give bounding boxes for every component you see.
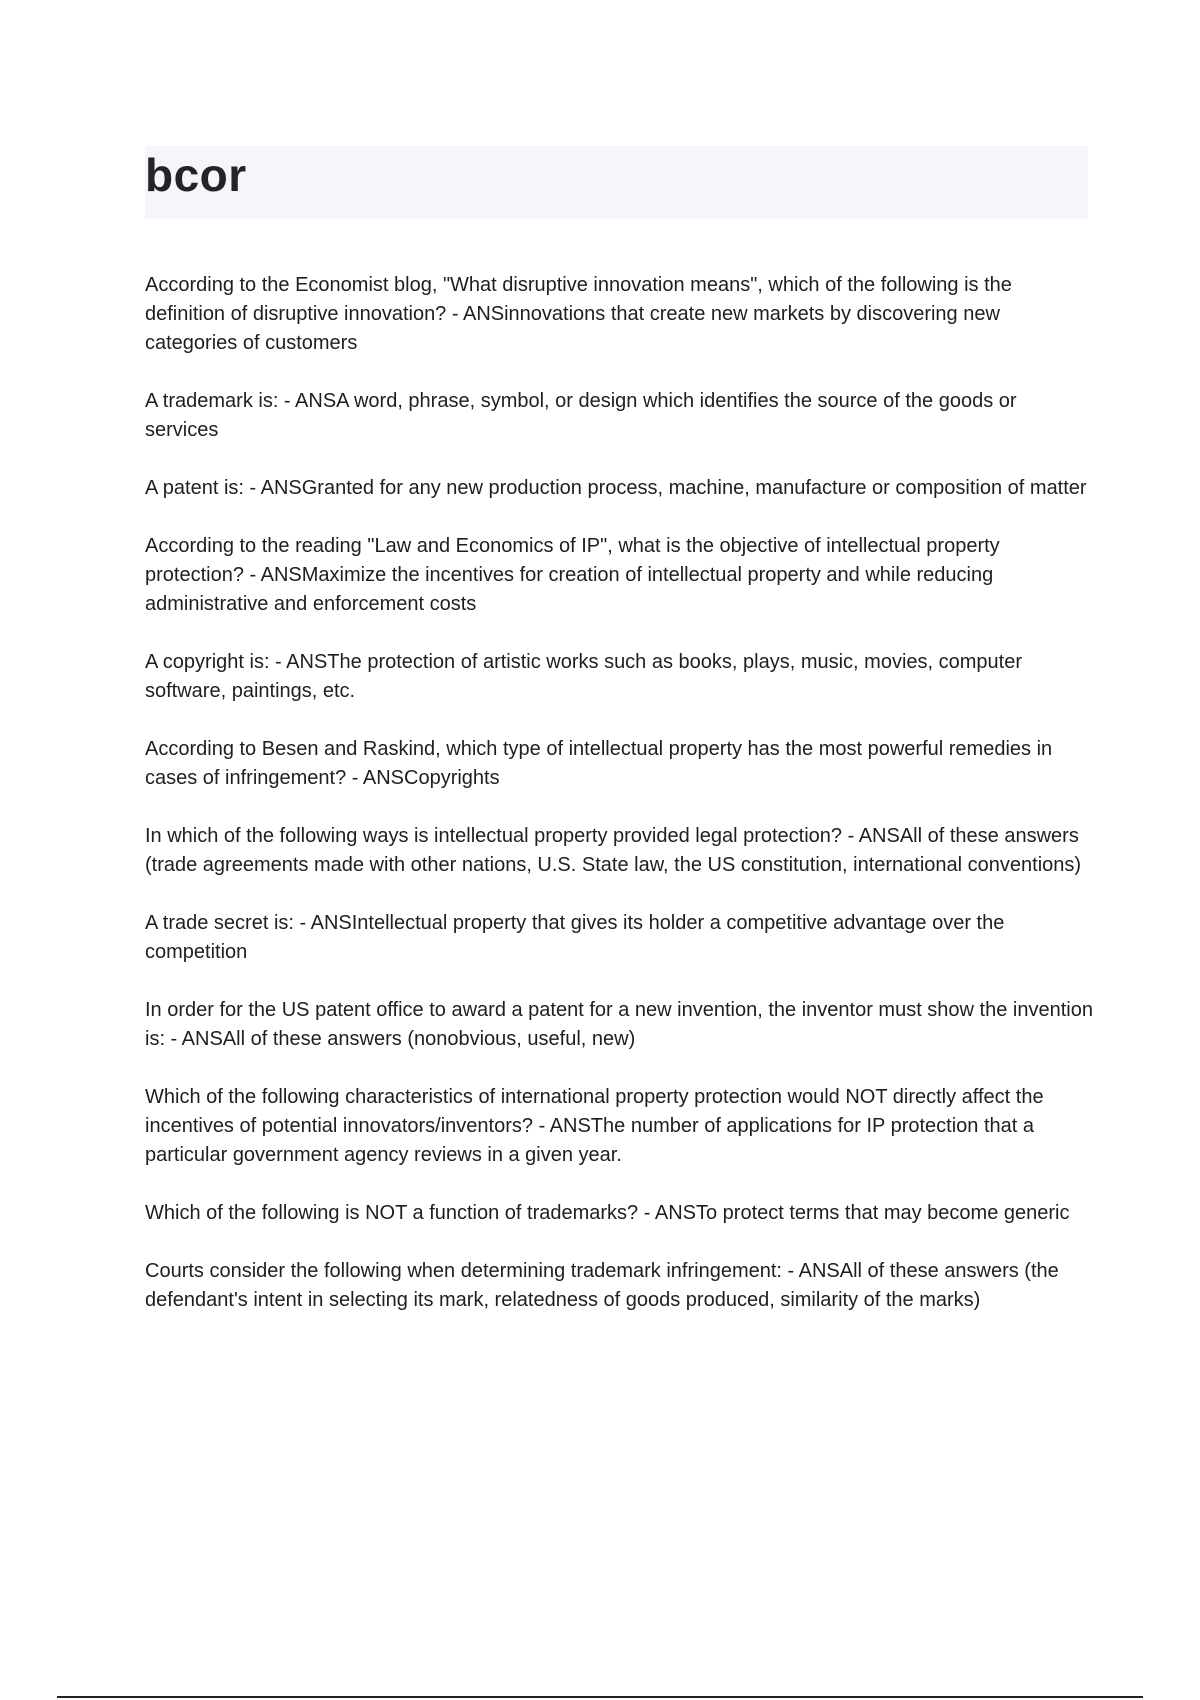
qa-item: Courts consider the following when determining trademark infringement: - ANSAll of these answers (the defendant's intent in selecting its mark, relatedness of goods produced, similarity of the marks) <box>145 1260 1059 1311</box>
qa-item: A copyright is: - ANSThe protection of artistic works such as books, plays, music, movies, computer software, paintings, etc. <box>145 651 1023 702</box>
qa-item: In which of the following ways is intellectual property provided legal protection? - ANSAll of these answers (trade agreements made with other nations, U.S. State law, the US constitution, international conventions) <box>145 825 1082 876</box>
qa-item: Which of the following is NOT a function of trademarks? - ANSTo protect terms that may become generic <box>145 1202 1070 1224</box>
qa-item: A trade secret is: - ANSIntellectual property that gives its holder a competitive advantage over the competition <box>145 912 1005 963</box>
qa-item: According to the Economist blog, "What disruptive innovation means", which of the following is the definition of disruptive innovation? - ANSinnovations that create new markets by discovering new categories of customers <box>145 274 1012 354</box>
qa-item: In order for the US patent office to award a patent for a new invention, the inventor must show the invention is: - ANSAll of these answers (nonobvious, useful, new) <box>145 999 1093 1050</box>
document-title: bcor <box>145 149 247 201</box>
qa-item: According to the reading "Law and Economics of IP", what is the objective of intellectual property protection? - ANSMaximize the incentives for creation of intellectual property and while reducing administrative and enforcement costs <box>145 535 1000 615</box>
qa-list <box>145 271 1093 1344</box>
qa-item: According to Besen and Raskind, which type of intellectual property has the most powerful remedies in cases of infringement? - ANSCopyrights <box>145 738 1053 789</box>
qa-item: Which of the following characteristics of international property protection would NOT directly affect the incentives of potential innovators/inventors? - ANSThe number of applications for IP protection that a particular government agency reviews in a given year. <box>145 1086 1044 1166</box>
qa-item: A patent is: - ANSGranted for any new production process, machine, manufacture or composition of matter <box>145 477 1087 499</box>
footer-divider <box>57 1696 1143 1698</box>
qa-item: A trademark is: - ANSA word, phrase, symbol, or design which identifies the source of the goods or services <box>145 390 1017 441</box>
title-band <box>145 146 1088 219</box>
